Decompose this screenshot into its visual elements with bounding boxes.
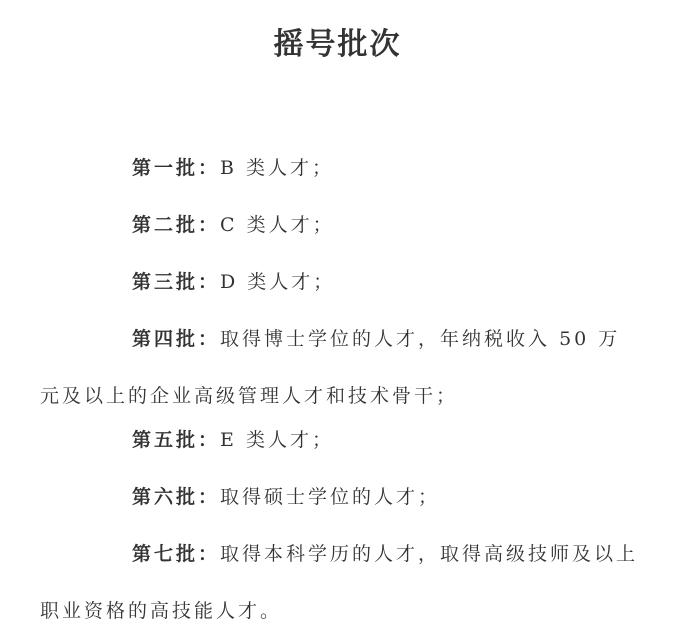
batch-text: E 类人才；: [220, 429, 334, 451]
batch-item: [40, 412, 640, 469]
page-title: 摇号批次: [273, 27, 402, 62]
batch-separator: ：: [198, 271, 221, 293]
batch-text: 取得博士学位的人才，年纳税收入 50 万元及以上的企业高级管理人才和技术骨干；: [40, 328, 621, 407]
batch-text: 取得硕士学位的人才；: [220, 486, 441, 508]
batch-item: [40, 254, 640, 311]
batch-item: [40, 469, 640, 526]
batch-separator: ：: [198, 486, 221, 508]
batch-separator: ：: [198, 543, 221, 565]
batch-item: [40, 526, 640, 640]
batch-label: 第二批: [132, 214, 199, 236]
batch-label: 第七批: [132, 543, 199, 565]
batch-label: 第五批: [132, 429, 199, 451]
batch-text: B 类人才；: [220, 157, 335, 179]
batch-separator: ：: [198, 429, 221, 451]
batch-separator: ：: [198, 214, 221, 236]
batch-text: D 类人才；: [220, 271, 336, 293]
batch-label: 第六批: [132, 486, 199, 508]
batch-separator: ：: [198, 328, 221, 350]
batch-text: 取得本科学历的人才，取得高级技师及以上职业资格的高技能人才。: [40, 543, 639, 622]
batch-text: C 类人才；: [220, 214, 335, 236]
batch-item: [40, 311, 640, 425]
batch-label: 第一批: [132, 157, 199, 179]
batch-item: [40, 140, 640, 197]
batch-item: [40, 197, 640, 254]
batch-separator: ：: [198, 157, 221, 179]
batch-label: 第三批: [132, 271, 199, 293]
batch-label: 第四批: [132, 328, 199, 350]
